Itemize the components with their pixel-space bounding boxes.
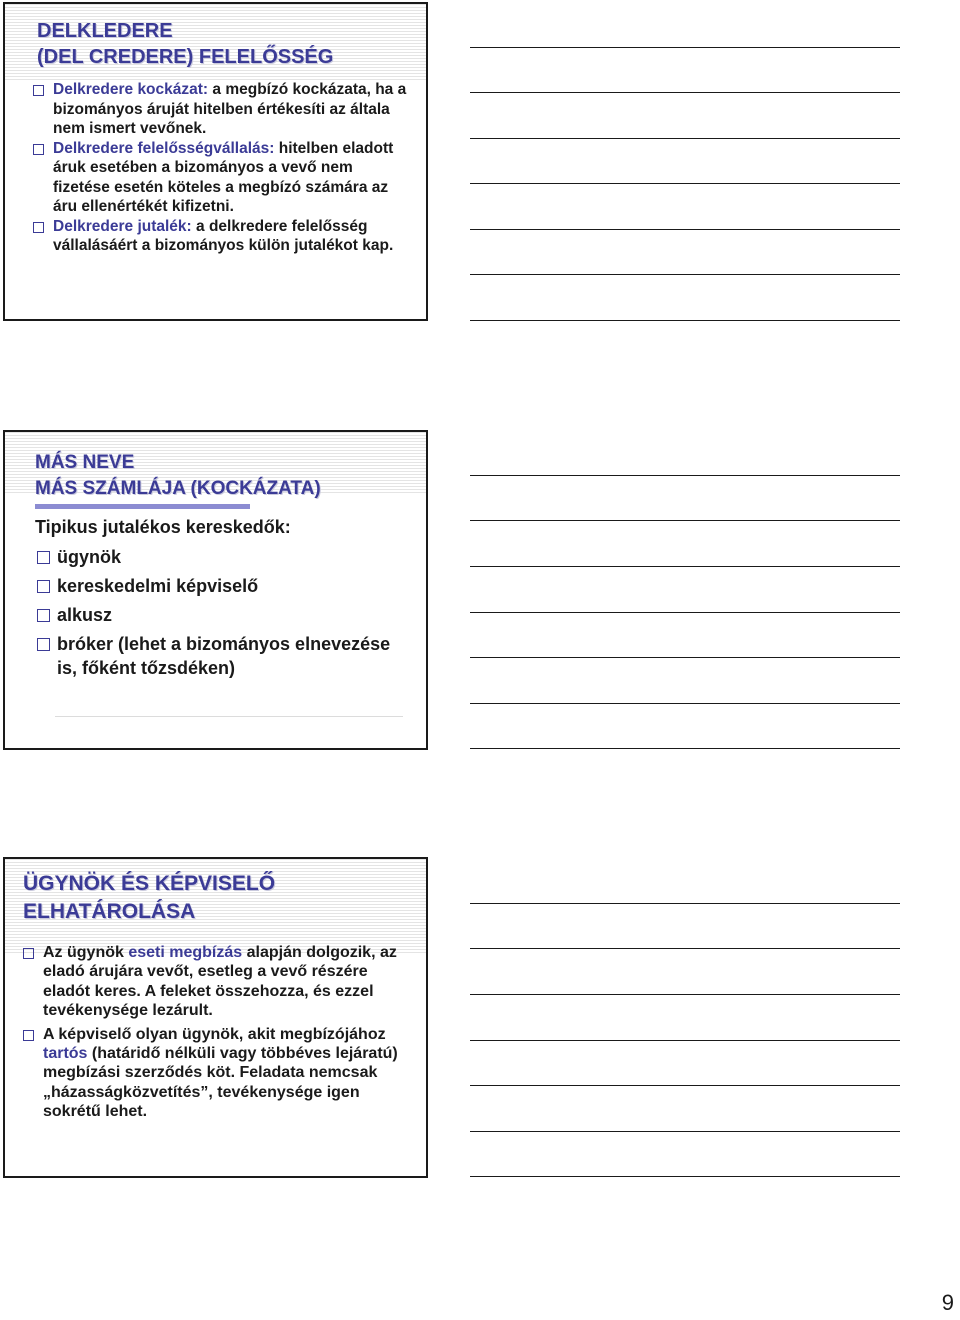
- bullet-text: bróker (lehet a bizományos elnevezése is, főként tőzsdéken): [57, 634, 391, 678]
- note-line: [470, 229, 900, 230]
- bullet-list: [33, 80, 413, 256]
- hollow-square-bullet-icon: [37, 551, 50, 564]
- list-item: [33, 139, 413, 217]
- hollow-square-bullet-icon: [33, 222, 44, 233]
- bullet-term: tartós: [43, 1045, 88, 1063]
- bullet-term: Delkredere jutalék:: [53, 217, 192, 235]
- list-item: [37, 574, 397, 598]
- bullet-text: (határidő nélküli vagy többéves lejáratú) megbízási szerződés köt. Feladata nemcsak „házasságközvetítés”, tevékenysége igen sokrétű lehet.: [43, 1045, 398, 1121]
- note-line: [470, 47, 900, 48]
- hollow-square-bullet-icon: [23, 1030, 34, 1041]
- slide-title-line: MÁS SZÁMLÁJA (KOCKÁZATA): [35, 478, 321, 499]
- note-line: [470, 1085, 900, 1086]
- note-line: [470, 1176, 900, 1177]
- note-line: [470, 520, 900, 521]
- note-line: [470, 274, 900, 275]
- note-line: [470, 994, 900, 995]
- slide-title-line: (DEL CREDERE) FELELŐSSÉG: [37, 46, 334, 68]
- note-line: [470, 475, 900, 476]
- list-item: [37, 545, 397, 569]
- note-line: [470, 1040, 900, 1041]
- bullet-text: a megbízó kockázata, ha a bizományos áruját hitelben értékesíti az általa nem ismert vevőnek.: [53, 81, 407, 137]
- bullet-term: Delkredere kockázat:: [53, 81, 209, 98]
- bullet-text: ügynök: [57, 547, 122, 567]
- bullet-text: A képviselő olyan ügynök, akit megbízójához: [43, 1025, 386, 1043]
- bullet-text: hitelben eladott áruk esetében a bizományos a vevő nem fizetése esetén köteles a megbízó számára az áru ellenértékét kifizetni.: [53, 139, 394, 215]
- note-line: [470, 657, 900, 658]
- note-line: [470, 612, 900, 613]
- note-line: [470, 92, 900, 93]
- note-line: [470, 1131, 900, 1132]
- title-underline: [35, 504, 250, 509]
- bullet-text: Az ügynök: [43, 944, 129, 961]
- note-line: [470, 748, 900, 749]
- list-item: [33, 217, 413, 256]
- bullet-text: alapján dolgozik, az eladó árujára vevőt, esetleg a vevő részére eladót keres. A feleket összehozza, és ezzel tevékenysége lezárult.: [43, 944, 397, 1020]
- note-line: [470, 703, 900, 704]
- slide-title: [37, 18, 333, 70]
- note-line: [470, 138, 900, 139]
- note-line: [470, 948, 900, 949]
- slide-delkredere: [3, 2, 428, 321]
- slide-title-line: ELHATÁROLÁSA: [23, 900, 196, 923]
- slide-title: [35, 450, 321, 502]
- list-item: [23, 943, 413, 1021]
- bullet-list: [37, 545, 397, 685]
- bullet-text: a delkredere felelősség vállalásáért a bizományos külön jutalékot kap.: [53, 217, 394, 254]
- note-line: [470, 566, 900, 567]
- hollow-square-bullet-icon: [37, 609, 50, 622]
- page-number: 9: [941, 1290, 954, 1315]
- bullet-term: eseti megbízás: [128, 944, 243, 961]
- list-item: [23, 1025, 413, 1122]
- note-line: [470, 320, 900, 321]
- slide-title-line: MÁS NEVE: [35, 452, 135, 473]
- hollow-square-bullet-icon: [37, 580, 50, 593]
- bullet-text: alkusz: [57, 605, 113, 625]
- list-item: [37, 632, 397, 680]
- bullet-text: kereskedelmi képviselő: [57, 576, 259, 596]
- list-item: [37, 603, 397, 627]
- hollow-square-bullet-icon: [33, 85, 44, 96]
- bullet-term: Delkredere felelősségvállalás:: [53, 139, 275, 157]
- divider: [55, 716, 403, 717]
- slide-title-line: DELKLEDERE: [37, 20, 173, 42]
- slide-title-line: ÜGYNÖK ÉS KÉPVISELŐ: [23, 872, 276, 895]
- note-line: [470, 903, 900, 904]
- hollow-square-bullet-icon: [23, 948, 34, 959]
- note-line: [470, 183, 900, 184]
- bullet-list: [23, 943, 413, 1126]
- hollow-square-bullet-icon: [37, 638, 50, 651]
- slide-mas-neve: [3, 430, 428, 750]
- slide-title: [23, 870, 275, 926]
- hollow-square-bullet-icon: [33, 144, 44, 155]
- lead-text: Tipikus jutalékos kereskedők:: [35, 517, 291, 537]
- list-item: [33, 80, 413, 139]
- slide-ugynok-kepviselo: [3, 857, 428, 1178]
